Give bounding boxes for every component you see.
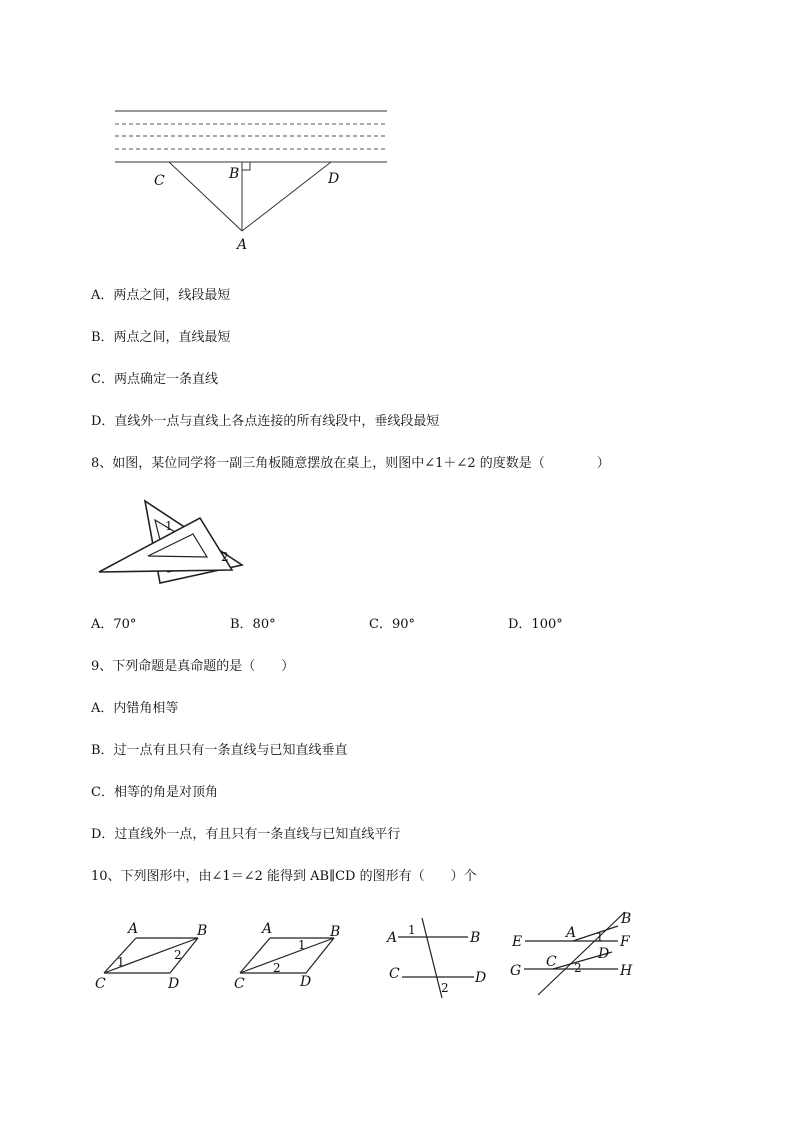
fig3-angle-2: 2: [441, 981, 449, 995]
q7-option-d: D．直线外一点与直线上各点连接的所有线段中，垂线段最短: [91, 414, 440, 429]
fig2-label-c: C: [234, 976, 245, 992]
q9-option-a: A．内错角相等: [91, 701, 179, 716]
fig3-transversal: [422, 918, 442, 998]
fig4-angle-2: 2: [574, 961, 582, 975]
fig1-label-d: D: [168, 976, 180, 992]
q10-figure-3: [385, 918, 486, 998]
label-c: C: [154, 173, 165, 189]
label-d: D: [328, 171, 340, 187]
angle-1-label: 1: [165, 519, 173, 533]
q10-figure-1: [95, 921, 207, 992]
fig3-angle-1: 1: [408, 923, 416, 937]
q8-stem: 8、如图，某位同学将一副三角板随意摆放在桌上，则图中∠1＋∠2 的度数是（ ）: [91, 456, 610, 471]
q7-option-a: A．两点之间，线段最短: [91, 288, 231, 303]
fig4-label-c: C: [546, 954, 557, 970]
q8-option-b: B．80°: [230, 617, 276, 632]
fig2-label-b: B: [330, 924, 341, 940]
label-b: B: [229, 166, 240, 182]
fig2-label-a: A: [262, 921, 273, 937]
q10-figure-2: [234, 921, 340, 992]
q9-option-b: B．过一点有且只有一条直线与已知直线垂直: [91, 743, 348, 758]
angle-2-label: 2: [221, 550, 229, 564]
fig2-angle-1: 1: [298, 938, 306, 952]
fig3-label-a: A: [387, 930, 398, 946]
fig1-angle-1: 1: [117, 955, 125, 969]
label-a: A: [237, 237, 248, 253]
fig1-label-b: B: [197, 923, 208, 939]
fig4-angle-1: 1: [596, 930, 604, 944]
fig2-label-d: D: [300, 974, 312, 990]
q7-option-c: C．两点确定一条直线: [91, 372, 218, 387]
fig3-label-b: B: [470, 930, 481, 946]
q9-option-c: C．相等的角是对顶角: [91, 785, 218, 800]
fig4-label-b: B: [621, 911, 632, 927]
q7-option-b: B．两点之间，直线最短: [91, 330, 231, 345]
fig2-angle-2: 2: [273, 961, 281, 975]
q9-stem: 9、下列命题是真命题的是（ ）: [91, 659, 295, 674]
fig4-label-g: G: [510, 963, 522, 979]
fig1-angle-2: 2: [174, 948, 182, 962]
fig1-label-c: C: [95, 976, 106, 992]
fig1-label-a: A: [128, 921, 139, 937]
q8-option-d: D．100°: [508, 617, 563, 632]
fig4-label-h: H: [620, 963, 633, 979]
q8-option-a: A．70°: [91, 617, 137, 632]
q10-stem: 10、下列图形中，由∠1＝∠2 能得到 AB∥CD 的图形有（ ）个: [91, 869, 477, 884]
fig4-label-a: A: [566, 925, 577, 941]
fig4-label-f: F: [620, 934, 630, 950]
q8-option-c: C．90°: [369, 617, 415, 632]
fig3-label-d: D: [475, 970, 487, 986]
q10-figure-4: [510, 911, 633, 995]
fig4-label-e: E: [512, 934, 523, 950]
fig3-label-c: C: [389, 966, 400, 982]
fig4-label-d: D: [598, 946, 610, 962]
q9-option-d: D．过直线外一点，有且只有一条直线与已知直线平行: [91, 827, 401, 842]
